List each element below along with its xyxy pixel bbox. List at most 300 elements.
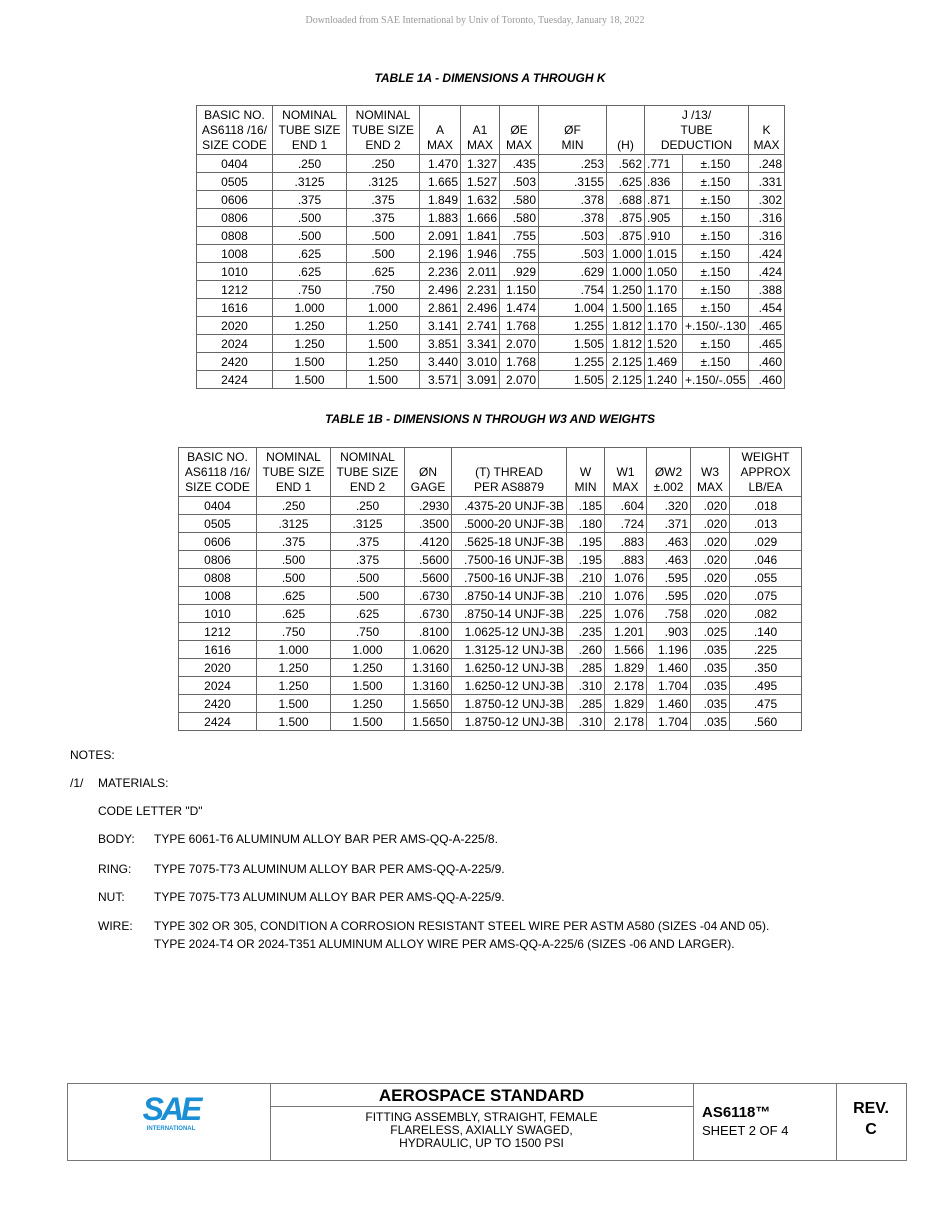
table-cell: .035 — [691, 713, 730, 731]
table-row — [197, 245, 785, 263]
download-notice: Downloaded from SAE International by Univ of Toronto, Tuesday, January 18, 2022 — [305, 15, 645, 26]
table-cell: 1.076 — [605, 569, 647, 587]
table-cell: .754 — [539, 281, 607, 299]
table-cell: .500 — [273, 227, 347, 245]
table-row — [197, 353, 785, 371]
table-cell: 1.255 — [539, 317, 607, 335]
table-cell: .7500-16 UNJF-3B — [452, 551, 567, 569]
table-cell: .750 — [273, 281, 347, 299]
description-line: HYDRAULIC, UP TO 1500 PSI — [399, 1136, 564, 1150]
table-cell: .5600 — [405, 569, 452, 587]
table-cell: 1.883 — [420, 209, 461, 227]
table-cell: 1.000 — [607, 245, 645, 263]
table-cell: .210 — [567, 569, 605, 587]
table-cell: 2.236 — [420, 263, 461, 281]
table-cell: .4375-20 UNJF-3B — [452, 497, 567, 515]
table-cell: 1.841 — [461, 227, 500, 245]
table-cell: .500 — [257, 569, 331, 587]
table-cell: 1.0620 — [405, 641, 452, 659]
table-cell: 0505 — [179, 515, 257, 533]
table-cell: 2424 — [179, 713, 257, 731]
table-cell: 1.470 — [420, 155, 461, 173]
column-header: (H) — [607, 106, 645, 155]
table-cell: .375 — [347, 209, 420, 227]
table-cell: .625 — [257, 605, 331, 623]
table-cell: .454 — [749, 299, 785, 317]
table-cell: 1.5650 — [405, 695, 452, 713]
table-cell: .020 — [691, 587, 730, 605]
table-1a-title: TABLE 1A - DIMENSIONS A THROUGH K — [374, 71, 606, 85]
table-cell: .3125 — [273, 173, 347, 191]
table-row — [179, 533, 802, 551]
table-cell: .195 — [567, 551, 605, 569]
table-cell: 3.440 — [420, 353, 461, 371]
table-cell: .378 — [539, 191, 607, 209]
table-cell: 1.250 — [347, 353, 420, 371]
table-cell: .460 — [749, 353, 785, 371]
table-cell: .500 — [273, 209, 347, 227]
table-cell: .604 — [605, 497, 647, 515]
table-cell: .771 — [645, 155, 683, 173]
table-cell: .253 — [539, 155, 607, 173]
table-cell: 1.500 — [331, 713, 405, 731]
material-label: RING: — [98, 862, 132, 876]
table-cell: ±.150 — [683, 335, 749, 353]
table-cell: .185 — [567, 497, 605, 515]
table-cell: .758 — [647, 605, 691, 623]
table-cell: .250 — [347, 155, 420, 173]
table-cell: ±.150 — [683, 155, 749, 173]
table-row — [197, 299, 785, 317]
table-cell: 1.500 — [273, 353, 347, 371]
table-cell: 1.768 — [500, 353, 539, 371]
table-cell: 1.250 — [257, 659, 331, 677]
table-cell: .5000-20 UNJF-3B — [452, 515, 567, 533]
table-cell: .310 — [567, 713, 605, 731]
description-line: FITTING ASSEMBLY, STRAIGHT, FEMALE — [365, 1110, 598, 1124]
table-cell: .560 — [730, 713, 802, 731]
table-row — [179, 659, 802, 677]
table-cell: .625 — [331, 605, 405, 623]
table-cell: 1.520 — [645, 335, 683, 353]
table-cell: 1.460 — [647, 659, 691, 677]
table-cell: 1.250 — [273, 335, 347, 353]
column-header: A1 MAX — [461, 106, 500, 155]
table-cell: 1.500 — [273, 371, 347, 389]
table-cell: .375 — [347, 191, 420, 209]
table-cell: 1010 — [197, 263, 273, 281]
table-cell: 1.829 — [605, 659, 647, 677]
table-cell: 2.741 — [461, 317, 500, 335]
table-cell: ±.150 — [683, 191, 749, 209]
table-cell: .463 — [647, 551, 691, 569]
table-cell: .475 — [730, 695, 802, 713]
table-cell: .910 — [645, 227, 683, 245]
table-cell: .180 — [567, 515, 605, 533]
table-1b-dimensions-weights — [178, 447, 802, 731]
table-1a-dimensions — [196, 105, 785, 389]
table-row — [197, 317, 785, 335]
table-cell: 1.505 — [539, 335, 607, 353]
table-cell: 3.010 — [461, 353, 500, 371]
table-cell: 1.500 — [347, 335, 420, 353]
table-cell: .871 — [645, 191, 683, 209]
table-cell: 1.829 — [605, 695, 647, 713]
table-row — [197, 335, 785, 353]
column-header: (T) THREAD PER AS8879 — [452, 448, 567, 497]
table-cell: 1.500 — [331, 677, 405, 695]
table-cell: .020 — [691, 605, 730, 623]
table-cell: .210 — [567, 587, 605, 605]
table-cell: 1.8750-12 UNJ-3B — [452, 695, 567, 713]
table-row — [197, 263, 785, 281]
column-header: NOMINAL TUBE SIZE END 2 — [331, 448, 405, 497]
table-row — [179, 587, 802, 605]
material-text: TYPE 7075-T73 ALUMINUM ALLOY BAR PER AMS-QQ-A-225/9. — [154, 862, 505, 876]
material-label: WIRE: — [98, 919, 133, 933]
table-cell: .929 — [500, 263, 539, 281]
table-row — [179, 713, 802, 731]
table-cell: 1.500 — [257, 713, 331, 731]
table-cell: .331 — [749, 173, 785, 191]
table-cell: 2024 — [197, 335, 273, 353]
table-cell: ±.150 — [683, 173, 749, 191]
table-cell: 1.500 — [347, 371, 420, 389]
material-text: TYPE 7075-T73 ALUMINUM ALLOY BAR PER AMS-QQ-A-225/9. — [154, 890, 505, 904]
table-cell: .020 — [691, 497, 730, 515]
table-cell: .075 — [730, 587, 802, 605]
table-cell: ±.150 — [683, 281, 749, 299]
table-cell: 2.231 — [461, 281, 500, 299]
table-cell: 1.768 — [500, 317, 539, 335]
table-cell: 0808 — [179, 569, 257, 587]
table-row — [179, 569, 802, 587]
table-cell: 0404 — [179, 497, 257, 515]
table-cell: .375 — [257, 533, 331, 551]
table-cell: ±.150 — [683, 299, 749, 317]
table-cell: 2.070 — [500, 371, 539, 389]
material-text: TYPE 302 OR 305, CONDITION A CORROSION RESISTANT STEEL WIRE PER ASTM A580 (SIZES -04 AND 05). — [154, 919, 770, 933]
column-header: J /13/ TUBE DEDUCTION — [645, 106, 749, 155]
table-cell: .503 — [500, 173, 539, 191]
rev-value: C — [865, 1121, 877, 1138]
column-header: BASIC NO. AS6118 /16/ SIZE CODE — [179, 448, 257, 497]
column-header: K MAX — [749, 106, 785, 155]
column-header: NOMINAL TUBE SIZE END 1 — [273, 106, 347, 155]
table-1b-title: TABLE 1B - DIMENSIONS N THROUGH W3 AND WEIGHTS — [325, 412, 655, 426]
table-cell: .625 — [257, 587, 331, 605]
table-cell: 1.566 — [605, 641, 647, 659]
material-text: TYPE 6061-T6 ALUMINUM ALLOY BAR PER AMS-QQ-A-225/8. — [154, 832, 498, 846]
note-1-label: MATERIALS: — [98, 776, 169, 790]
table-cell: 0404 — [197, 155, 273, 173]
note-1-ref: /1/ — [70, 776, 84, 790]
table-cell: .500 — [331, 569, 405, 587]
table-cell: ±.150 — [683, 245, 749, 263]
doc-number: AS6118™ — [702, 1104, 771, 1121]
table-cell: 1.000 — [347, 299, 420, 317]
table-cell: 2020 — [197, 317, 273, 335]
table-row — [179, 695, 802, 713]
table-cell: 2.011 — [461, 263, 500, 281]
table-cell: 1616 — [179, 641, 257, 659]
table-cell: 1.812 — [607, 335, 645, 353]
table-cell: .035 — [691, 695, 730, 713]
table-row — [179, 515, 802, 533]
table-cell: .250 — [273, 155, 347, 173]
table-cell: .316 — [749, 209, 785, 227]
table-cell: ±.150 — [683, 209, 749, 227]
table-cell: .371 — [647, 515, 691, 533]
column-header: ØW2 ±.002 — [647, 448, 691, 497]
table-cell: 1.165 — [645, 299, 683, 317]
table-cell: 3.341 — [461, 335, 500, 353]
table-cell: 2.125 — [607, 371, 645, 389]
table-cell: 2.125 — [607, 353, 645, 371]
table-cell: 1.665 — [420, 173, 461, 191]
table-cell: .625 — [273, 245, 347, 263]
table-cell: .424 — [749, 263, 785, 281]
table-cell: 2020 — [179, 659, 257, 677]
material-label: BODY: — [98, 832, 135, 846]
table-cell: 1008 — [197, 245, 273, 263]
table-cell: 0806 — [197, 209, 273, 227]
table-cell: .580 — [500, 209, 539, 227]
table-cell: .388 — [749, 281, 785, 299]
table-cell: .250 — [257, 497, 331, 515]
table-cell: .5625-18 UNJF-3B — [452, 533, 567, 551]
table-cell: 1.3160 — [405, 677, 452, 695]
column-header: BASIC NO. AS6118 /16/ SIZE CODE — [197, 106, 273, 155]
table-row — [179, 641, 802, 659]
table-cell: 1.076 — [605, 587, 647, 605]
table-row — [179, 605, 802, 623]
table-cell: 1.632 — [461, 191, 500, 209]
table-cell: .905 — [645, 209, 683, 227]
table-cell: .020 — [691, 551, 730, 569]
table-row — [179, 551, 802, 569]
table-cell: 1616 — [197, 299, 273, 317]
table-cell: 1.327 — [461, 155, 500, 173]
table-cell: 1.076 — [605, 605, 647, 623]
table-cell: .625 — [607, 173, 645, 191]
table-cell: .629 — [539, 263, 607, 281]
table-cell: .875 — [607, 209, 645, 227]
column-header: ØE MAX — [500, 106, 539, 155]
table-row — [197, 155, 785, 173]
column-header: ØN GAGE — [405, 448, 452, 497]
table-cell: .195 — [567, 533, 605, 551]
table-cell: .020 — [691, 569, 730, 587]
sae-logo: SAE INTERNATIONAL — [142, 1091, 200, 1132]
table-cell: .018 — [730, 497, 802, 515]
table-cell: .350 — [730, 659, 802, 677]
table-cell: .503 — [539, 227, 607, 245]
table-header-row — [197, 106, 785, 155]
table-cell: .225 — [567, 605, 605, 623]
material-text-continued: TYPE 2024-T4 OR 2024-T351 ALUMINUM ALLOY WIRE PER AMS-QQ-A-225/6 (SIZES -06 AND LARGER). — [154, 937, 735, 951]
table-cell: 2024 — [179, 677, 257, 695]
table-cell: .903 — [647, 623, 691, 641]
table-cell: .3125 — [257, 515, 331, 533]
table-cell: 1.201 — [605, 623, 647, 641]
table-cell: 1.500 — [607, 299, 645, 317]
table-cell: .055 — [730, 569, 802, 587]
table-cell: 1.015 — [645, 245, 683, 263]
revision-cell — [836, 1098, 906, 1140]
table-cell: 1.474 — [500, 299, 539, 317]
table-cell: 1.250 — [331, 695, 405, 713]
table-cell: .375 — [273, 191, 347, 209]
table-cell: .495 — [730, 677, 802, 695]
table-cell: 3.571 — [420, 371, 461, 389]
table-header-row — [179, 448, 802, 497]
table-cell: .4120 — [405, 533, 452, 551]
table-cell: .378 — [539, 209, 607, 227]
table-cell: 1.240 — [645, 371, 683, 389]
table-cell: 3.091 — [461, 371, 500, 389]
table-cell: .875 — [607, 227, 645, 245]
table-cell: 1.6250-12 UNJ-3B — [452, 677, 567, 695]
table-cell: .883 — [605, 551, 647, 569]
table-cell: 1.946 — [461, 245, 500, 263]
doc-number-cell — [693, 1084, 837, 1160]
table-cell: 1.704 — [647, 713, 691, 731]
table-cell: .500 — [347, 227, 420, 245]
table-cell: 1.527 — [461, 173, 500, 191]
code-letter: CODE LETTER "D" — [98, 804, 203, 818]
column-header: NOMINAL TUBE SIZE END 2 — [347, 106, 420, 155]
table-cell: 1.8750-12 UNJ-3B — [452, 713, 567, 731]
table-cell: .580 — [500, 191, 539, 209]
table-cell: .029 — [730, 533, 802, 551]
table-cell: .302 — [749, 191, 785, 209]
table-cell: +.150/-.055 — [683, 371, 749, 389]
table-cell: .755 — [500, 227, 539, 245]
table-cell: 1.704 — [647, 677, 691, 695]
table-cell: 1212 — [197, 281, 273, 299]
table-cell: .6730 — [405, 587, 452, 605]
column-header: W1 MAX — [605, 448, 647, 497]
table-row — [197, 371, 785, 389]
table-cell: .688 — [607, 191, 645, 209]
table-cell: 1.3125-12 UNJ-3B — [452, 641, 567, 659]
table-cell: .235 — [567, 623, 605, 641]
table-row — [179, 623, 802, 641]
table-cell: 1.150 — [500, 281, 539, 299]
table-cell: 2424 — [197, 371, 273, 389]
standard-heading: AEROSPACE STANDARD — [270, 1084, 693, 1107]
table-row — [179, 497, 802, 515]
table-cell: .3125 — [347, 173, 420, 191]
table-cell: 1.050 — [645, 263, 683, 281]
material-label: NUT: — [98, 890, 125, 904]
table-cell: .082 — [730, 605, 802, 623]
table-cell: .310 — [567, 677, 605, 695]
column-header: A MAX — [420, 106, 461, 155]
table-cell: .836 — [645, 173, 683, 191]
table-cell: 1.0625-12 UNJ-3B — [452, 623, 567, 641]
table-cell: 1.250 — [257, 677, 331, 695]
table-cell: .140 — [730, 623, 802, 641]
table-cell: .285 — [567, 659, 605, 677]
table-cell: .5600 — [405, 551, 452, 569]
table-cell: 1.000 — [257, 641, 331, 659]
column-header: NOMINAL TUBE SIZE END 1 — [257, 448, 331, 497]
table-cell: .883 — [605, 533, 647, 551]
table-cell: 1.812 — [607, 317, 645, 335]
table-row — [179, 677, 802, 695]
title-cell — [270, 1084, 694, 1160]
table-cell: .595 — [647, 587, 691, 605]
column-header: W MIN — [567, 448, 605, 497]
table-cell: .750 — [331, 623, 405, 641]
description-line: FLARELESS, AXIALLY SWAGED, — [390, 1123, 573, 1137]
table-cell: 1.500 — [257, 695, 331, 713]
table-cell: 2.178 — [605, 677, 647, 695]
table-cell: 2.196 — [420, 245, 461, 263]
title-block — [67, 1083, 907, 1161]
table-cell: .035 — [691, 659, 730, 677]
table-cell: 1.000 — [607, 263, 645, 281]
column-header: W3 MAX — [691, 448, 730, 497]
table-cell: 1.666 — [461, 209, 500, 227]
table-cell: .013 — [730, 515, 802, 533]
column-header: WEIGHT APPROX LB/EA — [730, 448, 802, 497]
logo-cell — [68, 1084, 271, 1160]
table-cell: .7500-16 UNJF-3B — [452, 569, 567, 587]
table-cell: +.150/-.130 — [683, 317, 749, 335]
table-cell: 2.861 — [420, 299, 461, 317]
table-cell: ±.150 — [683, 227, 749, 245]
table-cell: .316 — [749, 227, 785, 245]
sheet-number: SHEET 2 OF 4 — [702, 1123, 789, 1138]
table-cell: .750 — [347, 281, 420, 299]
table-cell: .500 — [331, 587, 405, 605]
table-cell: .375 — [331, 551, 405, 569]
table-cell: 1.460 — [647, 695, 691, 713]
table-cell: 2.496 — [420, 281, 461, 299]
table-cell: .046 — [730, 551, 802, 569]
table-cell: .375 — [331, 533, 405, 551]
table-cell: .3155 — [539, 173, 607, 191]
table-cell: .463 — [647, 533, 691, 551]
table-cell: 0808 — [197, 227, 273, 245]
table-cell: .503 — [539, 245, 607, 263]
notes-heading: NOTES: — [70, 748, 115, 762]
table-cell: 1.000 — [273, 299, 347, 317]
table-cell: .250 — [331, 497, 405, 515]
table-cell: 1.250 — [331, 659, 405, 677]
table-cell: .8750-14 UNJF-3B — [452, 605, 567, 623]
table-cell: .500 — [257, 551, 331, 569]
table-row — [197, 173, 785, 191]
table-cell: 1.250 — [607, 281, 645, 299]
table-cell: .724 — [605, 515, 647, 533]
rev-label: REV. — [853, 1100, 889, 1117]
table-cell: .035 — [691, 677, 730, 695]
table-cell: .025 — [691, 623, 730, 641]
table-row — [197, 191, 785, 209]
table-cell: 1.004 — [539, 299, 607, 317]
table-cell: .500 — [347, 245, 420, 263]
table-cell: .750 — [257, 623, 331, 641]
table-cell: ±.150 — [683, 263, 749, 281]
table-cell: 2420 — [179, 695, 257, 713]
table-cell: .035 — [691, 641, 730, 659]
table-cell: .424 — [749, 245, 785, 263]
table-cell: 0606 — [179, 533, 257, 551]
